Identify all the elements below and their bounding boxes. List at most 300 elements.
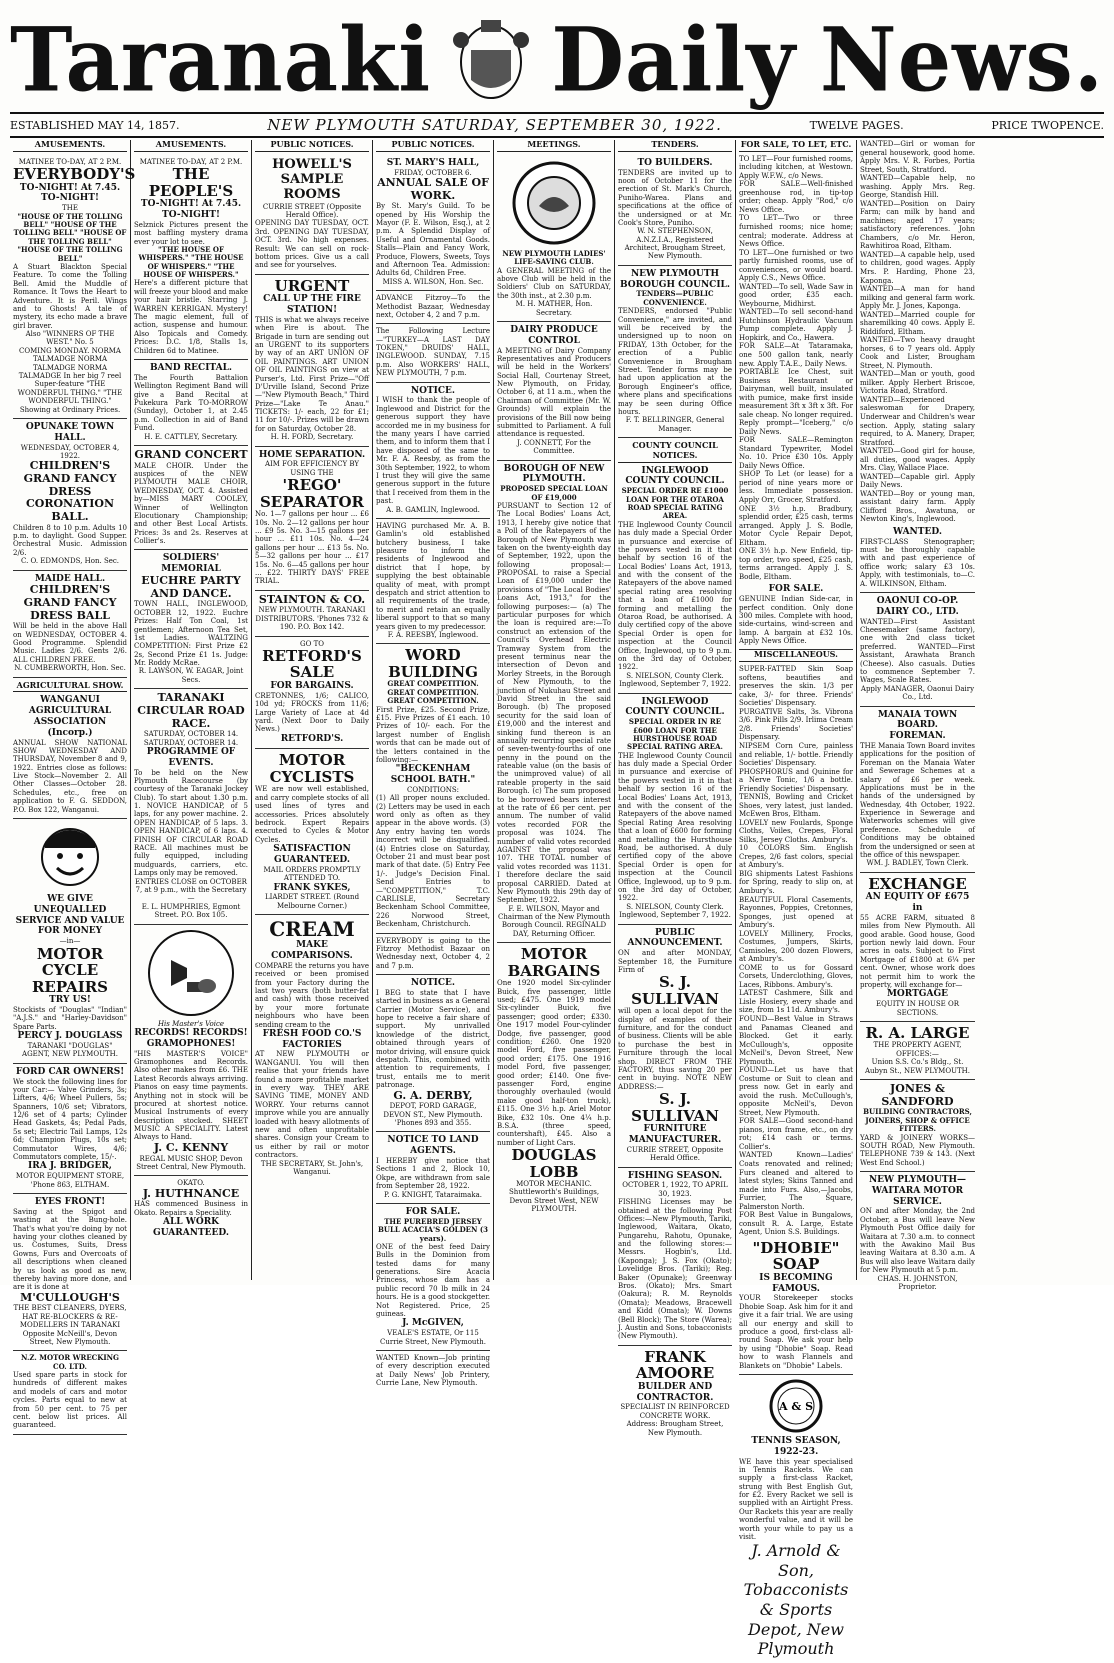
logo-text: A & S <box>778 1399 814 1413</box>
ad-address: REGAL MUSIC SHOP, Devon Street Central, New Plymouth. <box>136 1154 246 1171</box>
wanted-item: WANTED—Man or youth, good milker. Apply Herbert Briscoe, Victoria Road, Stratford. <box>860 370 975 396</box>
ad-sub: IS BECOMING FAMOUS. <box>759 1272 833 1294</box>
ad-address: TARANAKI "DOUGLAS" AGENT, NEW PLYMOUTH. <box>22 1041 118 1059</box>
logo-caption: His Master's Voice <box>157 1019 225 1028</box>
ad-sub: GREAT COMPETITION. GREAT COMPETITION. GREAT COMPETITION. <box>387 679 479 706</box>
ad-title: MANAIA TOWN BOARD. <box>877 709 958 731</box>
ad-sub: PROPOSED SPECIAL LOAN OF £19,000 <box>500 484 608 502</box>
classified-item: ONE 3½ h.p. New Enfield, tip-top order, two speed, £25 cash, terms arranged. Apply J. S. Bodle, Eltham. <box>739 547 853 581</box>
a-and-s-logo <box>768 1378 824 1434</box>
ad-body: WANTED—First Assistant Cheesemaker (same factory), one with 2nd class ticket preferred. WANTED—First Assistant, Arawhata Branch (Cheese). Also casuals. Duties to commence September 7. Wages, Scale Rates. <box>860 617 975 685</box>
column-8 <box>857 140 978 1291</box>
ad-sub: FURNITURE MANUFACTURER. <box>628 1124 722 1145</box>
ad-body: ANNUAL SHOW NATIONAL SHOW WEDNESDAY AND THURSDAY, November 8 and 9, 1922. Entries close as follows: Live Stock—November 2. All Other Classes—October 28. Schedules, etc., free on application to F. G. SEDDON, P.O. Box 122, Wanganui. <box>13 738 127 814</box>
ad-title: INGLEWOOD COUNTY COUNCIL. <box>625 465 725 487</box>
tennis-season-ad <box>739 1375 853 1663</box>
euchre-party-ad <box>134 550 248 689</box>
ad-title: MOTOR BARGAINS <box>507 945 601 980</box>
smiling-face-illustration <box>35 822 105 892</box>
masthead-emblem <box>431 10 551 110</box>
ad-name: DOUGLAS LOBB <box>511 1146 597 1181</box>
ad-head: OKATO. <box>177 1179 205 1188</box>
cream-ad <box>255 915 369 1180</box>
hursthouse-road-notice <box>618 694 732 925</box>
ad-feature: "THE HOUSE OF WHISPERS." "THE HOUSE OF WHISPERS." "THE HOUSE OF WHISPERS." <box>138 244 244 280</box>
ad-body: TOWN HALL, INGLEWOOD, OCTOBER 12, 1922. Euchre Prizes: Half Ton Coal, 1st gentlemen; Afternoon Tea Set, 1st Ladies. WALTZING COMPETITION: First Prize £2 2s, Second Prize £1 1s. Judge: Mr. Roddy McRae. <box>134 600 248 668</box>
misc-item: WANTED Known—Ladies' Coats renovated and relined; Furs cleaned and altered to latest styles; Skins Tanned and made into Furs. Also,—Jacobs, Furrier, The Square, Palmerston North. <box>739 1151 853 1211</box>
misc-item: LOVELY Millinery, Frocks, Costumes, Jumpers, Skirts, Camisoles, 200 dozen Flowers, at Ambury's. <box>739 929 853 964</box>
ad-body: Used spare parts in stock for hundreds of different makes and models of cars and motor cycles. Parts equal to new at from 50 per cent. to 75 per cent. below list prices. All guaranteed. <box>13 1371 127 1430</box>
his-masters-voice-logo <box>143 928 239 1018</box>
ad-sub: MAKE COMPARISONS. <box>271 940 353 961</box>
ad-times: TO-NIGHT! At 7.45. TO-NIGHT! <box>140 199 242 220</box>
ad-body2: AT NEW PLYMOUTH or WANGANUI. You will then realise that your friends have found a more profitable market in every way. THEY ARE SAVING TIME, MONEY AND WORRY. Your returns cannot improve while you are annually loaded with heavy allotments of new and often unprofitable shares. Consign your Cream to us either by rail or motor contractors. <box>255 1050 369 1160</box>
dairy-produce-ad <box>497 322 611 461</box>
ad-body: WANTED Known—Job printing of every description executed at Daily News' Job Printery, Currie Lane, New Plymouth. <box>376 1353 490 1388</box>
ad-body: A GENERAL MEETING of the above Club will be held in the Soldiers' Club on SATURDAY, the 30th inst., at 2.30 p.m. <box>497 266 611 300</box>
ad-sub2: MAIL ORDERS PROMPTLY ATTENDED TO. <box>263 865 361 883</box>
ad-address: CURRIE STREET (Opposite Herald Office). <box>262 202 362 219</box>
ad-sub: BUILDER AND CONTRACTOR. <box>636 1381 714 1403</box>
misc-item: FOR Best Value in Bungalows, consult R. A. Large, Estate Agent, Union S.S. Buildings. <box>739 1211 853 1237</box>
ad-title: MOTOR CYCLISTS <box>269 751 355 786</box>
section-heading: AGRICULTURAL SHOW. <box>13 681 127 693</box>
ad-head: WANTED. <box>893 526 942 537</box>
ad-body: One 1920 model Six-cylinder Buick, five passenger, little used; £475. One 1919 model Six-cylinder Buick, five passenger; good order; £330. One 1917 model Four-cylinder Dodge, five passenger, good condition; £260. One 1920 model Ford, five passenger, good order; £175. One 1916 model Ford, five passenger, good order; £140. One five-passenger Ford, engine thoroughly overhauled (would make good half-ton truck), £115. One 3½ h.p. Ariel Motor Bike, £32 10s. One 4¼ h.p. B.S.A. (three speed, countershaft), £45. Also a number of Light Cars. <box>497 979 611 1147</box>
wanted-item: WANTED—Two heavy draught horses, 6 to 7 years old. Apply Cook and Lister, Brougham Street, N. Plymouth. <box>860 336 975 370</box>
ad-body: NEW PLYMOUTH. TARANAKI DISTRIBUTORS. 'Phones 732 & 190. P.O. Box 142. <box>255 606 369 632</box>
ad-body: EVERYBODY is going to the Fitzroy Methodist Bazaar on Wednesday next, October 4, 2 and 7 p.m. <box>376 936 490 970</box>
wanted-item: WANTED—Good girl for house, all duties, good wages. Apply Mrs. Clay, Wallace Place. <box>860 447 975 473</box>
gramophone-ad <box>134 925 248 1177</box>
jones-sandford-ad <box>860 1080 975 1172</box>
ad-title: GRAND CONCERT <box>134 447 248 461</box>
ad-title: BAND RECITAL. <box>149 362 233 373</box>
ad-title: BOROUGH OF NEW PLYMOUTH. <box>503 463 605 485</box>
public-convenience-tender <box>618 266 732 438</box>
ad-body: A MEETING of Dairy Company Representatives and Producers will be held in the Workers' Social Hall, Courtenay Street, New Plymouth, on Friday, October 6, at 11 a.m., when the Chairman of Committee (Mr. W. Grounds) will explain the provisions of the Bill now being submitted to Parliament. A full attendance is requested. <box>497 346 611 439</box>
ad-address: Union S.S. Co.'s Bldg., St. Aubyn St., NEW PLYMOUTH. <box>864 1058 970 1075</box>
miscellaneous-list <box>739 665 853 1237</box>
wanted-list <box>860 140 975 524</box>
misc-item: FOR SALE—Good second-hand pianos, iron frame, etc., on dry rot; £14 cash or terms. Collier's. <box>739 1117 853 1151</box>
life-saving-club-ad <box>497 155 611 322</box>
ad-title: EUCHRE PARTY AND DANCE. <box>141 574 241 600</box>
ad-title: EXCHANGE <box>868 874 967 893</box>
ad-title: OPUNAKE TOWN HALL. <box>25 422 115 443</box>
ad-words: "BECKENHAM SCHOOL BATH." <box>390 764 476 786</box>
ad-body: HAS commenced Business in Okato. Repairs a Speciality. <box>134 1200 248 1217</box>
wanted-item: WANTED—Position on Dairy Farm; can milk by hand and machines; aged 17 years; satisfactory references. John Chambers, c/o Mr. Heron, Rawhitiroa Road, Eltham. <box>860 199 975 251</box>
ad-address: MOTOR MECHANIC. Shuttleworth's Buildings, Devon Street West, NEW PLYMOUTH. <box>508 1180 600 1214</box>
misc-item: BEAUTIFUL Floral Casements, Rayonnes, Poppies, Cretonnes, Sponges, just opened at Ambury's. <box>739 895 853 930</box>
ad-title: WORD BUILDING <box>388 646 478 681</box>
wanted-item: WANTED—Boy or young man, assistant dairy farm. Apply Clifford Bros., Awatuna, or Newton King's, Inglewood. <box>860 489 975 524</box>
ad-body: CRETONNES, 1/6; CALICO, 10d yd; FROCKS from 11/6; Large Variety of Lace at 4d yard. (Next Door to Daily News.) <box>255 691 369 734</box>
ad-name: M'CULLOUGH'S <box>20 1290 120 1304</box>
ad-body: First Prize, £25. Second Prize, £15. Five Prizes of £1 each. 10 Prizes of 10/- each. For the largest number of English words that can be made out of the letters contained in the following:— <box>376 705 490 764</box>
misc-item: PHOSPHORUS and Quinine for a Nerve Tonic, 1/6 a bottle. Friendly Societies' Dispensary. <box>739 767 853 793</box>
oaonui-dairy-ad <box>860 593 975 707</box>
methodist-bazaar-notice <box>376 291 490 324</box>
column-heading: AMUSEMENTS. <box>134 140 248 152</box>
ad-headline: ANNUAL SALE OF WORK. <box>377 175 489 202</box>
ra-large-ad <box>860 1022 975 1080</box>
ford-car-owners-ad <box>13 1064 127 1194</box>
ad-sub: SATISFACTION GUARANTEED. <box>273 844 351 866</box>
exchange-ad <box>860 873 975 1022</box>
ad-body: We stock the following lines for your Car:— Valve Grinders, 3s; Lifters, 4/6; Wheel Pullers, 5s; Spanners, 10/6 set; Vibrators, 12/6 set of 4 parts; Cylinder Head Gaskets, 4s; Pedal Pads, 5s set; Electric Tail Lamps, 12s 6d; Champion Plugs, 10s set; Commutator Wires, 4/6; Commutators complete, 15/-. <box>13 1077 127 1162</box>
ad-body: The Following Lecture—"TURKEY—A LAST DAY TOKEN," DRUIDS' HALL, INGLEWOOD. SUNDAY, 7.15 p.m. Also WORKERS' HALL, NEW PLYMOUTH, 7 p.m. <box>376 327 490 378</box>
ad-title: NEW PLYMOUTH BOROUGH COUNCIL. <box>619 268 731 290</box>
ad-body: THE Inglewood County Council has duly made a Special Order in pursuance and exercise of the powers vested in it that behalf by section 16 of the Local Bodies' Loans Act, 1913, and with the consent of the Ratepayers of the above named special rating area resolving that a loan of £1000 for forming and metalling the Otaroa Road, be authorised. A duly certified copy of the above Special Order is open for inspection at the Council Office, Inglewood, up to 9 p.m. on the 3rd day of October, 1922. <box>618 520 732 672</box>
ad-body: OPENING DAY TUESDAY, OCT. 3rd. OPENING DAY TUESDAY, OCT. 3rd. No high expenses. Result: We can sell on rock-bottom prices. Give us a call and see for yourselves. <box>255 219 369 270</box>
ad-sub: SPECIAL ORDER RE £1000 LOAN FOR THE OTAROA ROAD SPECIAL RATING AREA. <box>621 486 729 521</box>
misc-item: LATEST Cashmere, Silk and Lisle Hosiery, every shade and size, from 1s 11d. Ambury's. <box>739 989 853 1015</box>
ad-body: ON and after MONDAY, September 18, the Furniture Firm of <box>618 949 732 974</box>
ad-star: Also "WINNERS OF THE WEST." No. 5 <box>25 330 115 347</box>
wanted-item: WANTED—A man for hand milking and general farm work. Apply Mr. J. Jones, Kaponga. <box>860 285 975 311</box>
ad-signature: R. LAWSON, W. EAGAR, Joint Secs. <box>138 667 244 684</box>
ad-conditions: CONDITIONS: <box>406 785 460 794</box>
ad-head: NOTICE. <box>410 385 456 396</box>
ad-address: VEALE'S ESTATE, Or 115 Currie Street, New Plymouth. <box>380 1329 486 1346</box>
ad-title: INGLEWOOD COUNTY COUNCIL. <box>625 696 725 718</box>
ad-product: 'REGO' SEPARATOR <box>259 476 365 511</box>
classified-item: TO LET—One furnished or two partly furnished rooms, use of conveniences, or would board. Apply C.S., News Office. <box>739 248 853 283</box>
ad-body2: will open a local depot for the display of examples of their furniture, and for the conduct of business. Clients will be able to purchase the best in Furniture through the local shop. DIRECT FROM THE FACTORY, thus saving 20 per cent in buying. NOTE NEW ADDRESS:— <box>618 1007 732 1091</box>
misc-item: PURGATIVE Salts, 3s. Vibrona 3/6. Pink Pills 2/9. Irlima Cream 2/8. Friends' Societies' Dispensary. <box>739 707 853 742</box>
ad-address: Opposite McNeill's, Devon Street, New Plymouth. <box>22 1329 118 1346</box>
ad-body: I BEG to state that I have started in business as a General Carrier (Motor Service), and hope to receive a fair share of support. My unrivalled knowledge of the district, obtained through years of motor driving, will ensure quick despatch. This, combined with attention to requirements, I trust, entails me to merit patronage. <box>376 988 490 1090</box>
ad-body: TENDERS, endorsed "Public Convenience," are invited, and will be received by the undersigned up to noon on FRIDAY, 13th October, for the erection of a Public Convenience in Brougham Street. Tender forms may be had upon application at the Borough Engineer's office, where plans and specifications may be seen during Office hours. <box>618 307 732 416</box>
ad-body: TENDERS are invited up to noon of October 11 for the erection of St. Mark's Church, Puniho-Warea. Plans and specifications at the office of the undersigned or at Mr. Cook's Store, Puniho. <box>618 168 732 227</box>
ad-body: MALE CHOIR. Under the auspices of the NEW PLYMOUTH MALE CHOIR, WEDNESDAY, OCT. 4. Assisted by—MISS MARY COOLEY, Winner of Wellington Elocutionary Championship; and other Best Local Artists. Prices: 3s and 2s. Reserves at Collier's. <box>134 461 248 546</box>
ad-signature: N. CUMBERWORTH, Hon. Sec. <box>14 664 126 673</box>
wanted-item: WANTED—Experienced saleswoman for Drapery, Underwear and Children's wear section. Apply, stating salary required, to A. Manery, Draper, Stratford. <box>860 395 975 447</box>
ad-name: PERCY J. DOUGLASS <box>17 1031 123 1042</box>
ad-name: S. J. SULLIVAN <box>631 973 719 1008</box>
column-1 <box>10 139 136 1430</box>
column-6 <box>615 139 736 1437</box>
ad-signature: C. O. EDMONDS, Hon. Sec. <box>20 557 120 566</box>
ad-sub: CALL UP THE FIRE STATION! <box>263 294 361 315</box>
ad-signature: H. H. FORD, Secretary. <box>270 433 354 442</box>
ad-sub: SPECIAL ORDER IN RE £600 LOAN FOR THE HURSTHOUSE ROAD SPECIAL RATING AREA. <box>627 717 723 752</box>
ad-body: Will be held in the above Hall on WEDNESDAY, OCTOBER 4. Good Programme. Splendid Music. Ladies 2/6. Gents 2/6. ALL CHILDREN FREE. <box>13 622 127 664</box>
established-date: ESTABLISHED MAY 14, 1857. <box>10 118 180 132</box>
st-marys-hall-ad <box>376 155 490 291</box>
ad-for: EQUITY IN HOUSE OR SECTIONS. <box>875 1000 960 1017</box>
ad-body: THE Manaia Town Board invites applications for the position of Foreman on the Manaia Water and Sewerage Schemes at a salary of £6 per week. Applications must be in the hands of the undersigned by Wednesday, 4th October, 1922. Experience in Sewerage and Waterworks schemes will give preference. Schedule of Conditions may be obtained from the undersigned or seen at the office of this newspaper. <box>860 741 975 860</box>
ad-body: Children 8 to 10 p.m. Adults 10 p.m. to daylight. Good Supper. Orchestral Music. Admission 2/6. <box>13 523 127 557</box>
ad-title: ST. MARY'S HALL, <box>386 157 480 168</box>
ad-title: NEW PLYMOUTH—WAITARA MOTOR SERVICE. <box>868 1175 967 1207</box>
ad-head: PUBLIC ANNOUNCEMENT. <box>627 927 723 949</box>
ad-body: YARD & JOINERY WORKS— SOUTH ROAD, New Plymouth. TELEPHONE 739 & 143. (Next West End School.) <box>860 1133 975 1167</box>
ad-name: N.Z. MOTOR WRECKING CO. LTD. <box>21 1353 119 1371</box>
column-2 <box>131 140 252 1280</box>
ad-title: FORD CAR OWNERS! <box>15 1066 125 1077</box>
wanted-item: WANTED—Married couple for sharemilking 40 cows. Apply E. Riddiford, Eltham. <box>860 310 975 336</box>
ad-name2: S. J. SULLIVAN <box>631 1090 719 1125</box>
ad-body: GENUINE Indian Side-car, in perfect condition. Only done 300 miles. Complete with hood, side-curtains, wind-screen and lamp. A bargain at £32 10s. Apply News Office. <box>739 595 853 646</box>
ad-title: EYES FRONT! <box>34 1196 106 1207</box>
column-heading: PUBLIC NOTICES. <box>376 140 490 152</box>
ad-date: OCTOBER 1, 1922, TO APRIL 30, 1923. <box>622 1181 728 1198</box>
ad-times: TO-NIGHT! At 7.45. TO-NIGHT! <box>19 182 121 204</box>
dateline <box>10 114 1104 138</box>
otaroa-road-notice <box>618 438 732 693</box>
motor-bargains-ad <box>497 943 611 1217</box>
ad-signature: F. A. REESBY, Inglewood. <box>387 630 479 639</box>
ad-body: WE have this year specialised in Tennis Rackets. We can supply a first-class Racket, strung with Best English Gut, for £2. Every Racket we sell is supplied with an Airtight Press. Our Rackets this year are really wonderful value, and it will be worth your while to pay us a visit. <box>739 1457 853 1542</box>
ad-title: MOTOR CYCLE REPAIRS <box>31 944 109 996</box>
ad-signature: S. NIELSON, County Clerk. Inglewood, September 7, 1922. <box>619 671 731 689</box>
ad-title: "DHOBIE" SOAP <box>752 1238 840 1274</box>
band-recital-ad <box>134 360 248 446</box>
ad-signature: Apply MANAGER, Oaonui Dairy Co., Ltd. <box>860 684 975 702</box>
handwritten-signature: J. Arnold & Son, Tobacconists & Sports Depot, New Plymouth <box>743 1541 849 1659</box>
fire-station-ad <box>255 275 369 447</box>
ad-body: THIS is what we always receive when Fire is about. The Brigade in turn are sending out an URGENT to its supporters by way of an ART UNION OF OIL PAINTINGS. ART UNION OF OIL PAINTINGS on view at Purser's, Ltd. First Prize—"Off D'Urville Island, Second Prize—"New Plymouth Beach," Third Prize—"Lake Te Anau." TICKETS: 1/- each, 22 for £1; 11 for 10/-. Prizes will be drawn for on Saturday, October 28. <box>255 315 369 433</box>
masthead-title-middle: Daily <box>551 7 797 112</box>
land-agents-notice <box>376 1132 490 1204</box>
ad-title: HOWELL'S SAMPLE ROOMS <box>272 156 352 202</box>
classified-item: FOR SALE—At Tataramaka, one 500 gallon tank, nearly new. Apply T.A.E., Daily News. <box>739 342 853 368</box>
life-saving-club-emblem <box>509 158 599 248</box>
ad-offices: OFFICES:— <box>896 1049 939 1058</box>
ad-signature: CHAS. H. JOHNSTON, Proprietor. <box>877 1274 958 1291</box>
ad-name: FRANK AMOORE <box>635 1347 715 1383</box>
wanted-item: WANTED—Girl or woman for general housework, good home. Apply Mrs. V. R. Forbes, Portia Street, South, Stratford. <box>860 140 975 174</box>
column-7 <box>736 139 857 1659</box>
ad-body: WE are now well established, and carry complete stocks of all used lines of tyres and accessories. Prices absolutely bedrock. Expert Repairs executed to Cycles & Motor Cycles. <box>255 785 369 844</box>
ad-sub: BUILDING CONTRACTORS, JOINERS, SHOP & OFFICE FITTERS. <box>863 1107 972 1134</box>
misc-item: 10 COLORS Sim. English Crepes, 2/6 fast colors, special at Ambury's. <box>739 844 853 870</box>
ad-signature: A. B. GAMLIN, Inglewood. <box>386 505 480 514</box>
wanted-item: WANTED—Capable help, no washing. Apply Mrs. Reg. George, Standish Hill. <box>860 174 975 200</box>
ad-pre: GO TO <box>300 639 324 648</box>
ad-name: RETFORD'S. <box>280 733 344 744</box>
classified-item: FOR SALE—Remington Standard Typewriter, Model No. 10. Price £30 10s. Apply Daily News Office. <box>739 436 853 470</box>
ad-body: SPECIALIST IN REINFORCED CONCRETE WORK. <box>620 1403 730 1420</box>
grand-concert-ad <box>134 446 248 551</box>
ad-title: EVERYBODY'S <box>13 165 136 184</box>
frank-amoore-ad <box>618 1346 732 1441</box>
ad-feature: "HOUSE OF THE TOLLING BELL" "HOUSE OF THE TOLLING BELL" "HOUSE OF THE TOLLING BELL" "HOUSE OF THE TOLLING BELL" <box>13 211 127 263</box>
ad-body: HAVING purchased Mr. A. B. Gamlin's old established butchery business, I take pleasure to inform the residents of Inglewood and district that I hope, by supplying the best obtainable quality of meat, with prompt despatch and strict attention to all requirements of the trade, to merit and retain an equally liberal support to that so many years given to my predecessor. <box>376 521 490 631</box>
classified-item: WANTED—To sell second-hand Hutchinson Hydraulic Vacuum Pump complete. Apply J. Hopkirk, and Co., Hawera. <box>739 308 853 342</box>
section-heading: COUNTY COUNCIL NOTICES. <box>618 441 732 463</box>
ad-body: ONE of the best feed Dairy Bulls in the Dominion from tested dams for many generations. Sire Acacia Princess, whose dam has a public record 70 lb milk in 24 hours. He is a good stockgetter. Not Registered. Price, 25 guineas. <box>376 1242 490 1319</box>
ad-title: DAIRY PRODUCE CONTROL <box>510 324 598 346</box>
ad-address: DEPOT, FORD GARAGE, DEVON ST., New Plymouth. 'Phones 893 and 355. <box>383 1102 483 1127</box>
issue-date: NEW PLYMOUTH SATURDAY, SEPTEMBER 30, 1922. <box>267 116 722 134</box>
columns <box>10 139 1104 1659</box>
ad-head: FOR SALE. <box>768 584 824 595</box>
ad-address: MOTOR EQUIPMENT STORE, 'Phone 863, ELTHAM. <box>15 1172 125 1189</box>
fishing-season-notice <box>618 1168 732 1346</box>
ad-title: THE PUREBRED JERSEY BULL ACACIA'S GOLDEN (3 years). <box>377 1216 489 1243</box>
ad-coming: COMING MONDAY. NORMA TALMADGE NORMA TALMADGE NORMA TALMADGE In her big 7 reel Super-feature "THE WONDERFUL THING." "THE WONDERFUL THING." Showing at Ordinary Prices. <box>17 346 123 414</box>
motor-wrecking-ad <box>13 1351 127 1435</box>
ad-body: YOUR Storekeeper stocks Dhobie Soap. Ask him for it and give it a fair trial. We are using all our energy and skill to produce a good, first-class all-round Soap. We ask your help by using "Dhobie" Soap. Read how to wash Flannels and Blankets on "Dhobie" Labels. <box>739 1294 853 1370</box>
ad-head: MORTGAGE <box>886 989 949 1000</box>
mccullough-cleaners-ad <box>13 1194 127 1351</box>
side-car-ad <box>739 581 853 650</box>
masthead <box>10 8 1104 114</box>
ad-sub: FOREMAN. <box>889 731 946 742</box>
column-3 <box>252 140 373 1280</box>
misc-item: LOVELY new Foulards, Sponge Cloths, Voiles, Crepes, Floral Silks, Jersey Cloths. Ambury's. <box>739 818 853 844</box>
jersey-bull-ad <box>376 1204 490 1351</box>
ad-body: ON and after Monday, the 2nd October, a Bus will leave New Plymouth Post Office daily for Waitara at 7.30 a.m. to connect with the Awakino Mail Bus leaving Waitara at 8.30 a.m. A Bus will also leave Waitara daily for New Plymouth at 5 p.m. <box>860 1207 975 1275</box>
ad-name: J. McGIVEN, <box>402 1318 464 1329</box>
rego-separator-ad <box>255 447 369 591</box>
column-heading: TENDERS. <box>618 140 732 152</box>
ad-address: Address: Brougham Street, New Plymouth. <box>626 1420 724 1437</box>
ad-name: JONES & SANDFORD <box>881 1082 954 1108</box>
ad-sub: AN EQUITY OF £675 in <box>865 892 970 914</box>
ad-sub: THE BEST CLEANERS, DYERS, HAT RE-BLOCKERS & RE-MODELLERS IN TARANAKI <box>13 1304 127 1330</box>
ad-body: I WISH to thank the people of Inglewood and District for the generous support they have accorded me in my business for the many years I have carried them, and to inform them that I have disposed of the same to Mr. F. A. Reesby, as from the 30th September, 1922, to whom I trust they will give the same generous support in the future that I received from them in the past. <box>376 396 490 506</box>
ad-signature: W. N. STEPHENSON, A.N.Z.I.A., Registered Architect, Brougham Street, New Plymouth. <box>624 227 726 261</box>
ad-name: R. A. LARGE <box>865 1023 970 1042</box>
ad-headline: WE GIVE <box>47 894 93 905</box>
maide-hall-ad <box>13 571 127 678</box>
ad-sub: TENDERS—PUBLIC CONVENIENCE. <box>636 289 714 307</box>
borough-loan-notice <box>497 461 611 944</box>
ad-address: CURRIE STREET, Opposite Herald Office. <box>626 1145 724 1163</box>
ad-signature: THE SECRETARY, St. John's, Wanganui. <box>260 1159 364 1176</box>
derby-carrier-ad <box>376 975 490 1132</box>
word-building-ad <box>376 644 490 933</box>
ad-title: TARANAKI CIRCULAR ROAD RACE. <box>137 691 245 730</box>
motor-cyclists-ad <box>255 749 369 915</box>
coat-of-arms-emblem <box>431 10 551 110</box>
ad-description: Here's a different picture that will freeze your blood and make your hair bristle. Starring J. WARREN KERRIGAN. Mystery! The magic element, full of action, suspense and humour. Also Topicals and Comedy. Prices: D.C. 1/8, Stalls 1s, Children 6d to Matinee. <box>134 279 248 355</box>
ad-signature: F. T. BELLRINGER, General Manager. <box>625 416 725 433</box>
ad-name: J. HUTHNANCE <box>142 1186 240 1200</box>
ad-date: FRIDAY, OCTOBER 6. <box>394 168 472 177</box>
misc-item: FOUND—Let us have that Costume or Suit to clean and press now. Get in early and avoid the rush. McCullough's, opposite McNeil's, Devon Street, New Plymouth. <box>739 1066 853 1117</box>
misc-item: SUPER-FATTED Skin Soap softens, beautifies and preserves the skin. 1/3 per cake, 3/- for three. Friends' Societies' Dispensary. <box>739 665 853 708</box>
ad-signature: S. NIELSON, County Clerk. Inglewood, September 7, 1922. <box>619 902 731 920</box>
column-heading: PUBLIC NOTICES. <box>255 140 369 152</box>
classified-item: PORTABLE Ice Chest, suit Business Restaurant or Dairyman, well built, insulated with pumice, make first inside measurement 3ft x 3ft x 3ft. For sale cheap. No longer required. Reply prompt—"Iceberg," c/o Daily News. <box>739 368 853 436</box>
ad-body: A Stuart Blackton Special Feature. To come the Tolling Bell. Amid the Muddle of Romance. It Tows the Heart to Adventure. It is Peril. Wings and to Ghosts! A tale of mystery, its echo made a brave girl braver. <box>13 262 127 330</box>
reesby-notice <box>376 519 490 644</box>
ad-signature: F. E. WILSON, Mayor and Chairman of the New Plymouth Borough Council. REGINALD DAY, Returning Officer. <box>498 904 610 938</box>
ad-signature: WM. J. BADLEY, Town Clerk. <box>866 859 969 868</box>
ad-title: HOME SEPARATION. <box>258 449 366 460</box>
ad-body: ADVANCE Fitzroy—To the Methodist Bazaar, Wednesday next, October 4, 2 and 7 p.m. <box>376 294 490 319</box>
ad-address: LIARDET STREET. (Round Melbourne Corner.) <box>264 893 360 910</box>
peoples-theatre-ad <box>134 155 248 360</box>
ad-body: No. 1—7 gallons per hour ... £6 10s. No. 2—12 gallons per hour ... £9 5s. No. 3—15 gallons per hour ... £11 10s. No. 4—24 gallons per hour ... £13 5s. No. 5—32 gallons per hour ... £17 15s. No. 6—45 gallons per hour ... £22. THIRTY DAYS' FREE TRIAL. <box>255 510 369 586</box>
ad-head: FISHING SEASON. <box>627 1170 723 1181</box>
wanted-item: WANTED—Capable girl. Apply Daily News. <box>860 472 975 490</box>
ad-rules: (1) All proper nouns excluded. (2) Letters may be used in each word only as often as they appear in the above words. (3) Any entry having ten words incorrect will be disqualified. (4) Entries close on Saturday, October 21 and must bear post mark of that date. (5) Entry Fee 1/-. Judge's Decision Final. Send Entries to—"COMPETITION," T.C. CARLISLE, Secretary Beckenham School Committee, 226 Norwood Street, Beckenham, Christchurch. <box>376 794 490 929</box>
ad-title: WANGANUI AGRICULTURAL ASSOCIATION (Incorp.) <box>28 695 112 738</box>
ad-headline: CHILDREN'S GRAND FANCY DRESS CORONATION BALL. <box>23 459 117 523</box>
ad-body: THE Inglewood County Council has duly made a Special Order in pursuance and exercise of the powers vested in it in that behalf by section 16 of the Local Bodies' Loans Act, 1913, and with the consent of the Ratepayers of the above named Special Rating Area resolving that a loan of £600 for forming and metalling the Hursthouse Road, be authorised. A duly certified copy of the above Special Order is open for inspection at the Council Office, Inglewood, up to 9 p.m. on the 3rd day of October, 1922. <box>618 751 732 903</box>
ad-sub: UNEQUALLED SERVICE AND VALUE FOR MONEY <box>15 904 125 937</box>
sullivan-furniture-ad <box>618 925 732 1168</box>
ad-close: ENTRIES CLOSE on OCTOBER 7, at 9 p.m., with the Secretary— <box>135 877 247 903</box>
agricultural-show-ad <box>13 678 127 819</box>
issue-price: PRICE TWOPENCE. <box>991 118 1104 132</box>
column-heading: FOR SALE, TO LET, ETC. <box>739 140 853 152</box>
fitzroy-bazaar-notice <box>376 934 490 976</box>
ad-signature: P. G. KNIGHT, Tataraimaka. <box>384 1190 482 1199</box>
everybodys-ad <box>13 155 136 419</box>
ad-sub: AIM FOR EFFICIENCY BY USING THE <box>264 460 360 477</box>
ad-name: FRANK SYKES, <box>273 882 351 893</box>
misc-item: COME to us for Gossard Corsets, Underclothing, Gloves, Laces, Ribbons. Ambury's. <box>739 963 853 989</box>
opunake-hall-ad <box>13 419 127 571</box>
column-4 <box>373 139 494 1388</box>
ad-name: G. A. DERBY, <box>393 1088 473 1102</box>
ad-title: CREAM <box>269 917 355 942</box>
ad-head: FOR SALE. <box>405 1206 461 1217</box>
classified-item: SHOP To Let (or lease) for a period of nine years more or less. Immediate possession. Apply Orr, Grocer, Stratford. <box>739 470 853 504</box>
ad-name: J. C. KENNY <box>153 1140 229 1154</box>
ad-foot: ALL WORK GUARANTEED. <box>153 1217 229 1238</box>
ad-body: PURSUANT to Section 12 of The Local Bodies' Loans Act, 1913, I hereby give notice that a Poll of the Ratepayers of the Borough of New Plymouth was taken on the twenty-eighth day of September, 1922, upon the following proposal:— PROPOSAL to raise a Special Loan of £19,000 under the provisions of "The Local Bodies' Loans Act, 1913," for the following purposes:— (a) The particular purposes for which the loan is required are:—To construct an extension of the Council's Overhead Electric Tramway System from the present terminus near the intersection of Devon and Morley Streets, in the Borough of New Plymouth, to the junction of Nukuhau Street and David Street in the said Borough. (b) The proposed security for the said loan of £19,000 and the interest and sinking fund thereon is an annually recurring special rate of seven-twenty-fourths of one penny in the pound on the rateable value (on the basis of the unimproved value) of all rateable property in the said Borough. (c) The sum proposed to be borrowed bears interest at the rate of £6 per cent. per annum. The number of valid votes recorded FOR the proposal was 1024. The number of valid votes recorded AGAINST the proposal was 107. THE TOTAL number of valid votes recorded was 1131. I therefore declare the said proposal CARRIED. Dated at New Plymouth this 29th day of September, 1922. <box>497 501 611 905</box>
classified-item: TO LET—Two or three furnished rooms; nice home; central; moderate. Address at News Office. <box>739 214 853 249</box>
column-heading: AMUSEMENTS. <box>13 140 127 152</box>
ad-title: THE PEOPLE'S <box>148 165 234 200</box>
misc-item: BIG shipments Latest Fashions for Spring, ready to slip on, at Ambury's. <box>739 869 853 896</box>
ad-title: RETFORD'S SALE <box>262 646 362 682</box>
ad-body: "HIS MASTER'S VOICE" Gramophones and Records. Also other makes from £6. THE Latest Records always arriving. Pianos on easy time payments. Anything not in stock will be procured at shortest notice. Musical Instruments of every description stocked. SHEET MUSIC A SPECIALITY. Latest Always to Hand. <box>134 1049 248 1142</box>
ad-date: SATURDAY, OCTOBER 14. SATURDAY, OCTOBER 14. <box>143 730 239 747</box>
classified-item: ONE 3½ h.p. Bradbury, splendid order, £25 cash, terms arranged. Apply J. S. Bodle, Motor Cycle Repair Depot, Eltham. <box>739 504 853 547</box>
road-race-ad <box>134 689 248 924</box>
retfords-sale-ad <box>255 637 369 750</box>
ad-body: Selznick Pictures present the most baffling mystery drama ever your lot to see. <box>134 220 248 246</box>
column-5 <box>494 140 615 1280</box>
masthead-title-left: Taranaki <box>10 7 432 112</box>
ad-body: FISHING Licenses may be obtained at the following Post Offices:—New Plymouth, Tariki, Inglewood, Waitara, Okato, Pungarehu, Rahotu, Opunake, and the following stores:—Messrs. Hogbin's, Ltd. (Kaponga); J. S. Fox (Okato); Lovelidge Bros. (Tariki); Reg. Baker (Opunake); Greenway Bros. (Okato); Mrs. Smart (Oakura); R. M. Reynolds (Omata); Meadows, Bracewell and Kidd (Omata); W. Downs (Bell Block); The Store (Warea); J. Austin and Sons, tobacconists (New Plymouth). <box>618 1198 732 1341</box>
section-heading: MISCELLANEOUS. <box>739 650 853 662</box>
ad-title: TO BUILDERS. <box>637 157 713 168</box>
ad-head: NOTICE TO LAND AGENTS. <box>387 1135 479 1157</box>
ad-the: THE <box>62 204 78 213</box>
ad-body: COMPARE the returns you have received or been promised from your Factory during the last two years (both butter-fat and cash) with those received by your more fortunate neighbours who have been sending cream to the <box>255 961 369 1029</box>
howells-sample-rooms-ad <box>255 155 369 275</box>
ad-line: MATINEE TO-DAY, AT 2 P.M. <box>139 157 243 166</box>
ad-head: SOLDIERS' MEMORIAL <box>161 553 221 575</box>
ad-signature: MISS A. WILSON, Hon. Sec. <box>382 277 484 286</box>
ad-signature: M. H. MATHER, Hon. Secretary. <box>515 300 593 317</box>
ad-programme: PROGRAMME OF EVENTS. <box>146 746 236 768</box>
ad-body: The Fourth Battalion Wellington Regiment Band will give a Band Recital at Pukekura Park TO-MORROW (Sunday), October 1, at 2.45 p.m. Collection in aid of Band Fund. <box>134 373 248 433</box>
ad-headline: CHILDREN'S GRAND FANCY DRESS BALL <box>23 583 117 622</box>
motor-service-ad <box>860 1172 975 1295</box>
ad-name: STAINTON & CO. <box>258 592 366 606</box>
ad-line: MATINEE TO-DAY, AT 2 P.M. <box>18 157 122 166</box>
misc-item: FOUND—Best Value in Straws and Panamas Cleaned and Blocked. Get it early. McCullough's, opposite McNeil's, Devon Street, New Plymouth. <box>739 1014 853 1066</box>
ad-body: Stockists of "Douglas" "Indian" "A.J.S." and "Harley-Davidson" Spare Parts. <box>13 1005 127 1031</box>
ad-title: OAONUI CO-OP. DAIRY CO., LTD. <box>876 596 959 617</box>
ad-date: WEDNESDAY, OCTOBER 4, 1922. <box>20 443 120 460</box>
ad-body: Saving at the Spigot and wasting at the Bung-hole. That's what you're doing by not having your clothes cleaned by us. Costumes, Suits, Dress Gowns, Furs and Overcoats of all descriptions when cleaned by us look as good as new, thereby having more done, and are it is done at <box>13 1207 127 1292</box>
ad-head: NOTICE. <box>410 978 456 989</box>
misc-item: NIPSEM Corn Cure, painless and reliable, 1/- bottle. Friendly Societies' Dispensary. <box>739 741 853 768</box>
